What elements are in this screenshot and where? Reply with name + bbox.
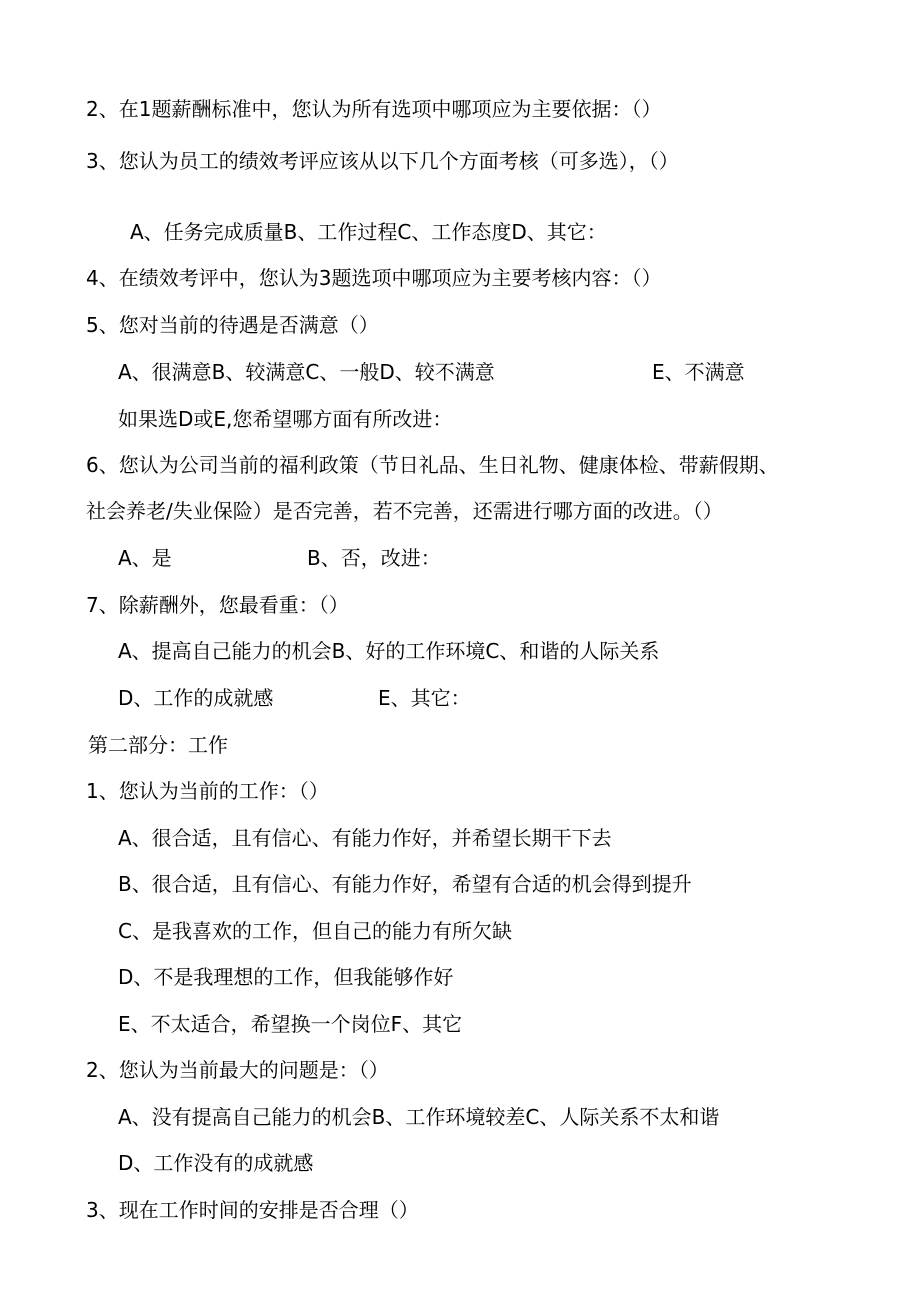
question-6-line-1: 6、您认为公司当前的福利政策（节日礼品、生日礼物、健康体检、带薪假期、 bbox=[86, 453, 779, 477]
question-2: 2、在1题薪酬标准中，您认为所有选项中哪项应为主要依据：（） bbox=[86, 97, 662, 121]
part2-question-2-option-d: D、工作没有的成就感 bbox=[118, 1151, 314, 1175]
question-7-options: A、提高自己能力的机会B、好的工作环境C、和谐的人际关系 bbox=[118, 639, 660, 663]
question-7-option-e: E、其它： bbox=[378, 686, 471, 710]
question-5-followup: 如果选D或E,您希望哪方面有所改进： bbox=[118, 407, 453, 431]
question-5-options: A、很满意B、较满意C、一般D、较不满意 bbox=[118, 360, 495, 384]
question-5: 5、您对当前的待遇是否满意（） bbox=[86, 313, 379, 337]
part2-question-2: 2、您认为当前最大的问题是：（） bbox=[86, 1058, 389, 1082]
question-5-option-e: E、不满意 bbox=[652, 360, 745, 384]
question-4: 4、在绩效考评中，您认为3题选项中哪项应为主要考核内容：（） bbox=[86, 266, 662, 290]
question-6-option-b: B、否，改进： bbox=[307, 546, 441, 570]
part2-question-1-option-ef: E、不太适合，希望换一个岗位F、其它 bbox=[118, 1012, 463, 1036]
question-3-options: A、任务完成质量B、工作过程C、工作态度D、其它： bbox=[130, 220, 607, 244]
question-7: 7、除薪酬外，您最看重：（） bbox=[86, 593, 349, 617]
question-7-option-d: D、工作的成就感 bbox=[118, 686, 274, 710]
part2-question-1: 1、您认为当前的工作：（） bbox=[86, 779, 329, 803]
question-6-option-a: A、是 bbox=[118, 546, 172, 570]
question-3: 3、您认为员工的绩效考评应该从以下几个方面考核（可多选），（） bbox=[86, 149, 679, 173]
part2-question-1-option-b: B、很合适，且有信心、有能力作好，希望有合适的机会得到提升 bbox=[118, 872, 692, 896]
section-heading: 第二部分：工作 bbox=[88, 733, 228, 757]
part2-question-2-options: A、没有提高自己能力的机会B、工作环境较差C、人际关系不太和谐 bbox=[118, 1105, 720, 1129]
part2-question-1-option-c: C、是我喜欢的工作，但自己的能力有所欠缺 bbox=[118, 919, 512, 943]
part2-question-3: 3、现在工作时间的安排是否合理（） bbox=[86, 1198, 419, 1222]
question-6-line-2: 社会养老/失业保险）是否完善，若不完善，还需进行哪方面的改进。（） bbox=[86, 499, 723, 523]
part2-question-1-option-a: A、很合适，且有信心、有能力作好，并希望长期干下去 bbox=[118, 826, 612, 850]
part2-question-1-option-d: D、不是我理想的工作，但我能够作好 bbox=[118, 965, 454, 989]
